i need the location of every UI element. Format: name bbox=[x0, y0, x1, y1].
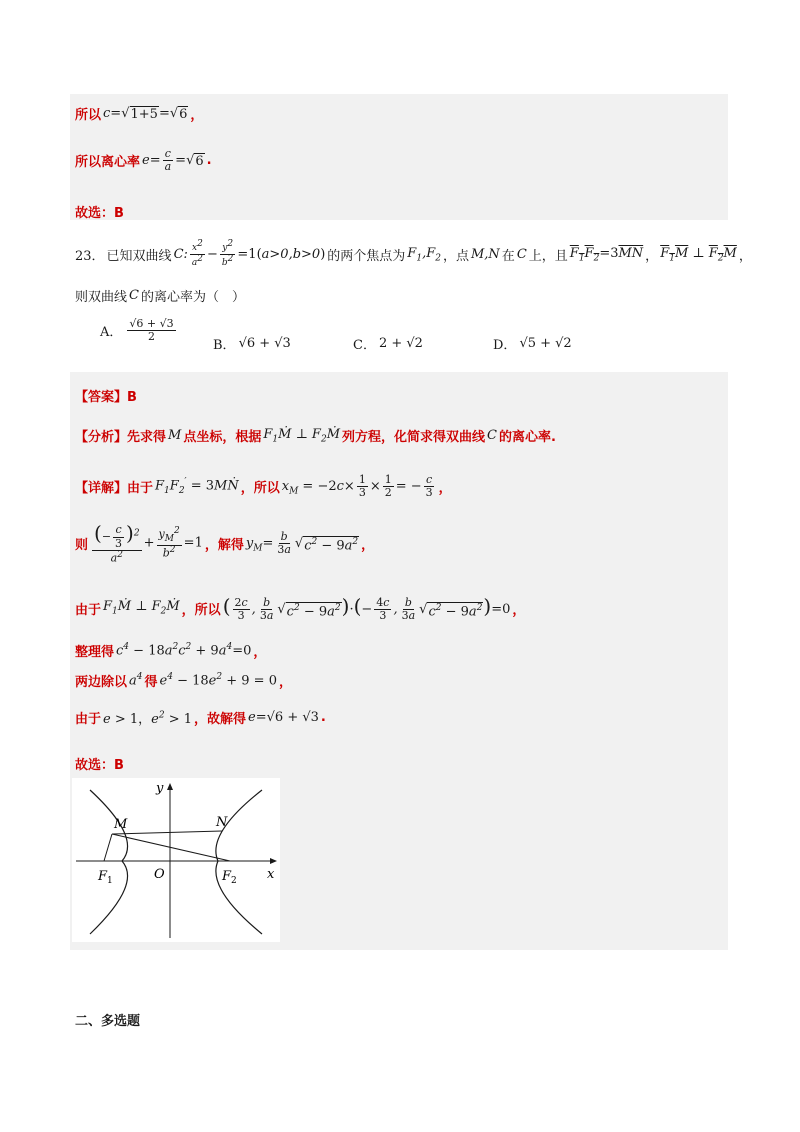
option-c[interactable]: C． 2 + √2 bbox=[353, 336, 423, 353]
label-N: N bbox=[216, 815, 228, 830]
perp-eq: $F_1M$ ⊥ $F_2M$ bbox=[660, 245, 737, 264]
simplify-line: 整理得 $c^4 - 18a^2c^2 + 9a^4=0$ ， bbox=[75, 642, 267, 660]
then-line: 则 (− $\frac{c}{3}$ )$^2$ $a^2$ + $\frac{y_M^2}{b^2}$ =1 ，解得 $y_M=$ $\frac{b}{3a}$ √ $c^2 - 9a^2$ ， bbox=[75, 521, 375, 565]
segment-MF2 bbox=[112, 834, 230, 861]
right-branch bbox=[216, 790, 262, 934]
since-line: 由于 $F_1Ṁ$ ⊥ $F_2Ṁ$ ，所以 ( $\frac{2c}{3}$ , $\frac{b}{3a}$ √ $c^2 - 9a^2$ )·(− $\frac{4c}{3}$ , $\frac{b}{3a}$ √ $c^2 - 9a^2$ )=0 ， bbox=[75, 594, 526, 622]
math-e-eq: e= $\frac{c}{a}$ = √ 6 bbox=[142, 147, 204, 174]
option-b[interactable]: B． √6 + √3 bbox=[213, 336, 291, 353]
question-line-1: 23． 已知双曲线 C: $\frac{x^2}{a^2}$ − $\frac{y^2}{b^2}$ =1(a>0,b>0) 的两个焦点为 $F_1,F_2$ ，点 M,N 在 C 上，且 $F_1F_2=3\overline{MN}$ ， $F_1M$ ⊥ $F_2M$ ， bbox=[75, 239, 752, 268]
prev-choose: 故选：B bbox=[75, 206, 124, 221]
left-branch bbox=[90, 790, 128, 934]
hyperbola-figure bbox=[72, 778, 280, 942]
label-F1: $F_1$ bbox=[98, 869, 113, 886]
label-y: y bbox=[156, 781, 164, 796]
label-M: M bbox=[114, 817, 128, 832]
segment-MF1 bbox=[104, 834, 112, 861]
figure-svg bbox=[72, 778, 280, 942]
option-d[interactable]: D． √5 + √2 bbox=[493, 336, 572, 353]
prev-line-2: 所以离心率 e= $\frac{c}{a}$ = √ 6 . bbox=[75, 147, 212, 174]
option-a[interactable]: A． $\frac{√6 + √3}{2}$ bbox=[100, 317, 174, 344]
label-F2: $F_2$ bbox=[222, 869, 237, 886]
detail-line: 【详解】由于 $F_1F_2'$ = 3MṄ ，所以 $x_M = -2c\times$ $\frac{1}{3}$ × $\frac{1}{2}$ = − $\frac{c}{3}$ ， bbox=[75, 473, 452, 500]
prev-line-1: 所以 c= √ 1+5 = √ 6 ， bbox=[75, 105, 204, 123]
choose-line: 故选：B bbox=[75, 758, 124, 773]
final-line: 由于 e > 1，$e^2 > 1$ ，故解得 e=√6 + √3 . bbox=[75, 710, 326, 727]
hyperbola-eq: C: $\frac{x^2}{a^2}$ − $\frac{y^2}{b^2}$ =1(a>0,b>0) bbox=[173, 239, 326, 268]
analysis-line: 【分析】先求得 M 点坐标，根据 $F_1Ṁ$ ⊥ $F_2Ṁ$ 列方程，化简求得双曲线 C 的离心率. bbox=[75, 426, 556, 445]
math-c-eq: c= √ 1+5 = √ 6 bbox=[103, 105, 188, 122]
segment-MN bbox=[112, 831, 222, 834]
section-header: 二、多选题 bbox=[75, 1014, 141, 1029]
label-O: O bbox=[154, 867, 165, 882]
vector-eq: $F_1F_2=3\overline{MN}$ bbox=[569, 245, 644, 264]
question-line-2: 则双曲线 C 的离心率为（ ） bbox=[75, 288, 245, 305]
divide-line: 两边除以 $a^4$ 得 $e^4 - 18e^2 + 9 = 0$ ， bbox=[75, 672, 292, 690]
label-x: x bbox=[267, 867, 275, 882]
answer-line: 【答案】B bbox=[75, 390, 137, 405]
